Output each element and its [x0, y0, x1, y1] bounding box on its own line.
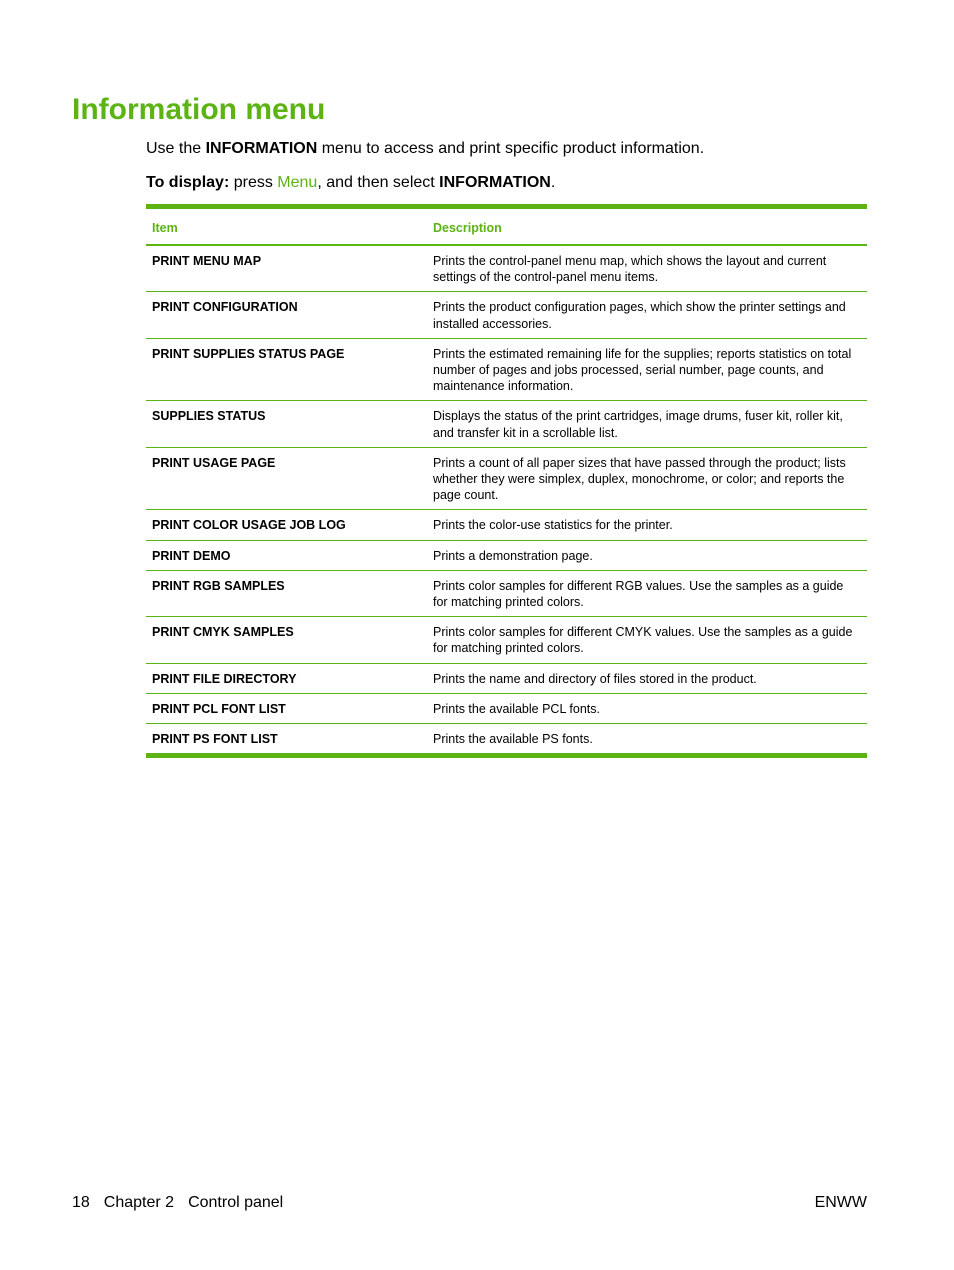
display-text-mid: , and then select: [317, 174, 440, 191]
table-body: [146, 245, 867, 756]
menu-button-reference: Menu: [277, 174, 318, 191]
table-row: [146, 510, 867, 540]
column-header-description: Description: [433, 221, 502, 235]
table-row: [146, 540, 867, 570]
row-item-name: PRINT MENU MAP: [152, 254, 262, 268]
row-item-name: PRINT CMYK SAMPLES: [152, 625, 294, 640]
display-label: To display:: [146, 174, 230, 191]
page-title: Information menu: [72, 93, 326, 126]
row-item-name: PRINT FILE DIRECTORY: [152, 671, 297, 686]
row-item-description: Prints the control-panel menu map, which shows the layout and current settings of the control-panel menu items.: [433, 254, 827, 285]
intro-paragraph: [146, 139, 704, 159]
display-text-pre: press: [229, 174, 278, 191]
table-row: [146, 570, 867, 616]
table-row: [146, 245, 867, 292]
page-number: 18: [72, 1194, 90, 1211]
row-item-description: Prints the available PCL fonts.: [433, 701, 600, 716]
section-label: Control panel: [188, 1194, 284, 1211]
information-menu-table: [146, 204, 867, 758]
row-item-description: Prints color samples for different RGB values. Use the samples as a guide for matching printed colors.: [433, 578, 844, 610]
locale-code: ENWW: [814, 1194, 867, 1211]
display-menu-name: INFORMATION: [439, 174, 551, 191]
table-row: [146, 292, 867, 338]
intro-text-post: menu to access and print specific product information.: [317, 140, 705, 157]
table-row: [146, 693, 867, 723]
row-item-name: PRINT DEMO: [152, 548, 231, 563]
row-item-description: Prints the color-use statistics for the printer.: [433, 518, 673, 533]
row-item-name: PRINT USAGE PAGE: [152, 455, 276, 470]
row-item-description: Prints a demonstration page.: [433, 548, 593, 563]
chapter-label: Chapter 2: [103, 1194, 175, 1211]
row-item-name: PRINT COLOR USAGE JOB LOG: [152, 518, 346, 533]
row-item-name: PRINT PS FONT LIST: [152, 732, 278, 747]
table-row: [146, 447, 867, 510]
intro-menu-name: INFORMATION: [205, 140, 318, 157]
display-instructions: [146, 173, 555, 193]
row-item-name: PRINT PCL FONT LIST: [152, 701, 286, 716]
column-header-item: Item: [152, 221, 178, 235]
display-text-post: .: [550, 174, 556, 191]
table-row: [146, 663, 867, 693]
row-item-name: PRINT SUPPLIES STATUS PAGE: [152, 346, 345, 361]
table-row: [146, 338, 867, 401]
row-item-description: Prints the product configuration pages, which show the printer settings and installed accessories.: [433, 300, 846, 331]
row-item-description: Prints a count of all paper sizes that have passed through the product; lists whether they were simplex, duplex, monochrome, or color; and reports the page count.: [433, 455, 846, 503]
table-row: [146, 401, 867, 447]
row-item-description: Prints color samples for different CMYK values. Use the samples as a guide for matching printed colors.: [433, 625, 853, 656]
table-row: [146, 617, 867, 663]
row-item-description: Displays the status of the print cartridges, image drums, fuser kit, roller kit, and transfer kit in a scrollable list.: [433, 409, 843, 440]
row-item-description: Prints the available PS fonts.: [433, 732, 593, 747]
row-item-name: PRINT RGB SAMPLES: [152, 578, 285, 593]
row-item-description: Prints the estimated remaining life for the supplies; reports statistics on total number of pages and jobs processed, serial number, page counts, and maintenance information.: [433, 346, 852, 394]
row-item-description: Prints the name and directory of files stored in the product.: [433, 671, 757, 686]
table-row: [146, 724, 867, 756]
footer-left: [72, 1193, 297, 1213]
row-item-name: PRINT CONFIGURATION: [152, 300, 298, 315]
intro-text-pre: Use the: [146, 140, 206, 157]
row-item-name: SUPPLIES STATUS: [152, 409, 266, 424]
table-header-row: [146, 207, 867, 246]
